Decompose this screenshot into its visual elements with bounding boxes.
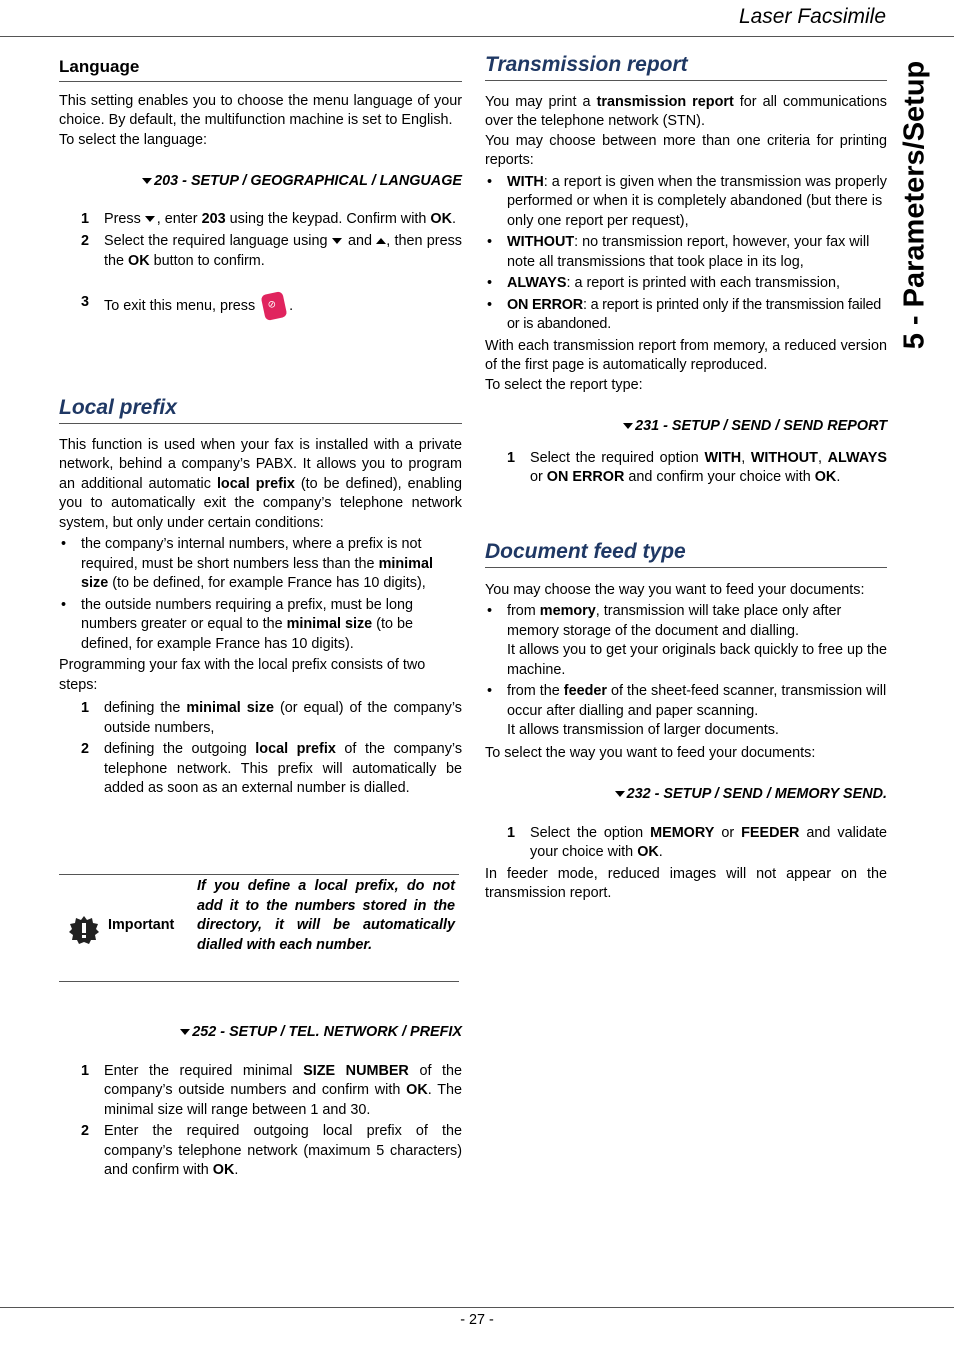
local-prefix-bullet-1: • the company’s internal numbers, where a prefix is not required, must be short numbers less than the minimal size (to be defined, for example France has 10 digits), (61, 536, 433, 591)
document-feed-select: To select the way you want to feed your documents: (485, 744, 816, 761)
document-feed-menu-path: 232 - SETUP / SEND / MEMORY SEND. (485, 785, 887, 805)
local-prefix-bullet-2: • the outside numbers requiring a prefix, must be long numbers greater or equal to the minimal size (to be defined, for example France has 10 digits). (61, 596, 413, 652)
header-title: Laser Facsimile (738, 5, 886, 28)
stop-button-icon (261, 291, 288, 321)
warning-icon (69, 915, 99, 945)
transmission-report-heading: Transmission report (485, 55, 887, 81)
language-section (59, 57, 462, 319)
important-label: Important (108, 917, 175, 933)
transmission-report-step-1: 1 Select the required option WITH, WITHOUT, ALWAYS or ON ERROR and confirm your choice with OK. (507, 449, 888, 485)
down-arrow-icon (142, 178, 152, 184)
down-arrow-icon (145, 216, 155, 222)
down-arrow-icon (615, 791, 625, 797)
important-note (59, 874, 459, 982)
report-bullet-without: • WITHOUT: no transmission report, however, your fax will note all transmissions that took place in its log, (487, 234, 870, 270)
local-prefix-heading: Local prefix (59, 398, 462, 424)
local-prefix-menu-path: 252 - SETUP / TEL. NETWORK / PREFIX (59, 1023, 462, 1043)
local-prefix-step-2: 2 defining the outgoing local prefix of the company’s telephone network. This prefix will automatically be added as soon as an external number is dialled. (81, 741, 463, 796)
language-step-3: 3 To exit this menu, press ⊘ . (59, 293, 462, 319)
local-prefix-prog: Programming your fax with the local prefix consists of two steps: (59, 657, 426, 693)
local-prefix-intro: This function is used when your fax is installed with a private network, behind a company’s PABX. It allows you to program an additional automatic local prefix (to be defined), enabling you to automatically exit the company’s telephone network system, but only under certain conditions: (59, 436, 463, 531)
document-feed-step-1: 1 Select the option MEMORY or FEEDER and validate your choice with OK. (507, 824, 887, 860)
local-prefix-step-1: 1 defining the minimal size (or equal) of the company’s outside numbers, (81, 700, 462, 736)
language-step-1: 1 Press , enter 203 using the keypad. Confirm with OK. (81, 210, 456, 227)
chapter-tab-label: 5 - Parameters/Setup (898, 60, 931, 350)
language-heading: Language (59, 57, 462, 82)
important-text: If you define a local prefix, do not add it to the numbers stored in the directory, it will be automatically dialled with each number. (197, 878, 455, 953)
document-feed-intro: You may choose the way you want to feed your documents: (485, 581, 865, 598)
down-arrow-icon (332, 238, 342, 244)
down-arrow-icon (623, 423, 633, 429)
language-menu-path: 203 - SETUP / GEOGRAPHICAL / LANGUAGE (59, 172, 462, 192)
language-intro2: To select the language: (59, 131, 208, 148)
header-rule (0, 36, 954, 37)
feed-bullet-memory: • from memory, transmission will take place only after memory storage of the document and dialling. It allows you to get your originals back quickly to free up the machine. (487, 603, 887, 678)
language-intro: This setting enables you to choose the menu language of your choice. By default, the multifunction machine is set to English. (59, 92, 462, 128)
chapter-tab (880, 40, 950, 370)
local-prefix-enter-step-2: 2 Enter the required outgoing local prefix of the company’s telephone network (maximum 5 characters) and confirm with OK. (81, 1123, 462, 1178)
footer-rule (0, 1307, 954, 1308)
local-prefix-enter-step-1: 1 Enter the required minimal SIZE NUMBER of the company’s outside numbers and confirm with OK. The minimal size will range between 1 and 30. (81, 1062, 463, 1118)
report-bullet-on-error: • ON ERROR: a report is printed only if the transmission failed or is abandoned. (487, 296, 882, 332)
feed-bullet-feeder: • from the feeder of the sheet-feed scanner, transmission will occur after dialling and paper scanning. It allows transmission of larger documents. (487, 683, 887, 738)
document-feed-heading: Document feed type (485, 542, 887, 568)
local-prefix-section (59, 398, 462, 799)
language-step-2: 2 Select the required language using and , then press the OK button to confirm. (81, 233, 462, 269)
transmission-report-intro2: You may choose between more than one criteria for printing reports: (485, 132, 887, 168)
transmission-report-after: With each transmission report from memory, a reduced version of the first page is automatically reproduced. (485, 337, 887, 373)
local-prefix-procedure (59, 1023, 462, 1181)
document-feed-section (485, 542, 887, 904)
transmission-report-menu-path: 231 - SETUP / SEND / SEND REPORT (485, 417, 887, 437)
report-bullet-always: • ALWAYS: a report is printed with each transmission, (487, 275, 840, 291)
page-number: - 27 - (460, 1312, 494, 1328)
transmission-report-intro: You may print a transmission report for all communications over the telephone network (STN). (485, 93, 887, 129)
up-arrow-icon (376, 238, 386, 244)
down-arrow-icon (180, 1029, 190, 1035)
transmission-report-after2: To select the report type: (485, 376, 643, 393)
report-bullet-with: • WITH: a report is given when the transmission was properly performed or when it is completely abandoned (but there is only one report per request), (487, 173, 887, 229)
document-feed-note: In feeder mode, reduced images will not appear on the transmission report. (485, 865, 887, 901)
transmission-report-section (485, 55, 887, 488)
